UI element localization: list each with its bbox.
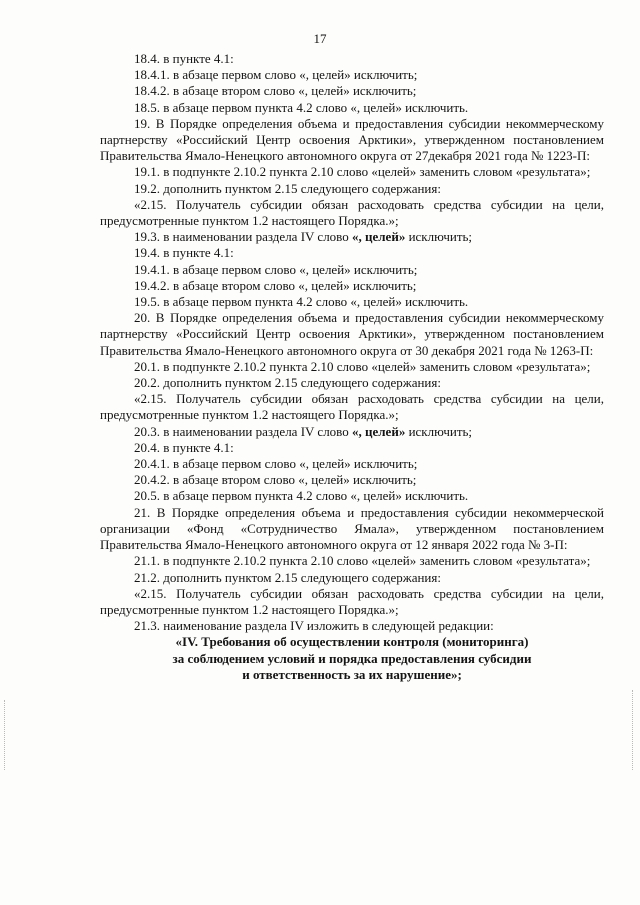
clause-20-3-after: исключить; xyxy=(405,423,473,439)
page-number: 17 xyxy=(313,31,327,46)
clause-20-2-quote: «2.15. Получатель субсидии обязан расходовать средства субсидии на цели, предусмотренные пунктом 1.2 настоящего Порядка.»; xyxy=(100,391,604,423)
clause-19-2: 19.2. дополнить пунктом 2.15 следующего содержания: xyxy=(134,180,441,196)
scan-artifact-right xyxy=(632,690,634,770)
clause-21-1: 21.1. в подпункте 2.10.2 пункта 2.10 слово «целей» заменить словом «результата»; xyxy=(134,553,591,569)
heading-line-3: и ответственность за их нарушение»; xyxy=(242,666,462,682)
clause-20-2: 20.2. дополнить пунктом 2.15 следующего содержания: xyxy=(134,375,441,391)
clause-21: 21. В Порядке определения объема и предоставления субсидии некоммерческой организации «Фонд «Сотрудничество Ямала», утвержденном постановлением Правительства Ямало-Ненецкого автономного округа от 12 января 2022 года № 3-П: xyxy=(100,504,604,553)
clause-19: 19. В Порядке определения объема и предоставления субсидии некоммерческому партнерству «Российский Центр освоения Арктики», утвержденном постановлением Правительства Ямало-Ненецкого автономного округа от 27декабря 2021 года № 1223-П: xyxy=(100,115,604,164)
clause-19-5: 19.5. в абзаце первом пункта 4.2 слово «, целей» исключить. xyxy=(134,294,469,310)
clause-20-5: 20.5. в абзаце первом пункта 4.2 слово «, целей» исключить. xyxy=(134,488,469,504)
clause-20: 20. В Порядке определения объема и предоставления субсидии некоммерческому партнерству «Российский Центр освоения Арктики», утвержденном постановлением Правительства Ямало-Ненецкого автономного округа от 30 декабря 2021 года № 1263-П: xyxy=(100,310,604,358)
clause-19-4-2: 19.4.2. в абзаце втором слово «, целей» исключить; xyxy=(134,277,417,293)
section-iv-heading xyxy=(100,634,604,683)
clause-20-4-1: 20.4.1. в абзаце первом слово «, целей» исключить; xyxy=(134,456,418,472)
clause-20-3-before: 20.3. в наименовании раздела IV слово xyxy=(134,423,352,439)
clause-19-4-1: 19.4.1. в абзаце первом слово «, целей» исключить; xyxy=(134,261,418,277)
heading-line-2: за соблюдением условий и порядка предоставления субсидии xyxy=(172,650,532,666)
scan-artifact-left xyxy=(4,700,6,770)
clause-19-4: 19.4. в пункте 4.1: xyxy=(134,245,234,261)
clause-19-3-before: 19.3. в наименовании раздела IV слово xyxy=(134,229,352,245)
clause-19-3 xyxy=(100,229,604,245)
clause-19-3-bold: «, целей» xyxy=(352,229,406,245)
clause-18-5: 18.5. в абзаце первом пункта 4.2 слово «, целей» исключить. xyxy=(134,99,469,115)
clause-21-2-quote: «2.15. Получатель субсидии обязан расходовать средства субсидии на цели, предусмотренные пунктом 1.2 настоящего Порядка.»; xyxy=(100,585,604,617)
clause-20-4: 20.4. в пункте 4.1: xyxy=(134,439,234,455)
clause-18-4-2: 18.4.2. в абзаце втором слово «, целей» исключить; xyxy=(134,83,417,99)
heading-line-1: «IV. Требования об осуществлении контроля (мониторинга) xyxy=(175,634,529,650)
clause-20-4-2: 20.4.2. в абзаце втором слово «, целей» исключить; xyxy=(134,472,417,488)
clause-19-3-after: исключить; xyxy=(405,229,473,245)
clause-20-3 xyxy=(100,424,604,440)
clause-19-2-quote: «2.15. Получатель субсидии обязан расходовать средства субсидии на цели, предусмотренные пунктом 1.2 настоящего Порядка.»; xyxy=(100,196,604,229)
clause-20-3-bold: «, целей» xyxy=(352,423,406,439)
clause-20-1: 20.1. в подпункте 2.10.2 пункта 2.10 слово «целей» заменить словом «результата»; xyxy=(134,358,591,374)
document-body xyxy=(100,51,604,683)
clause-21-2: 21.2. дополнить пунктом 2.15 следующего содержания: xyxy=(134,569,441,585)
clause-19-1: 19.1. в подпункте 2.10.2 пункта 2.10 слово «целей» заменить словом «результата»; xyxy=(134,164,591,180)
clause-18-4: 18.4. в пункте 4.1: xyxy=(134,51,234,66)
clause-18-4-1: 18.4.1. в абзаце первом слово «, целей» исключить; xyxy=(134,67,418,83)
clause-21-3: 21.3. наименование раздела IV изложить в следующей редакции: xyxy=(134,618,494,634)
